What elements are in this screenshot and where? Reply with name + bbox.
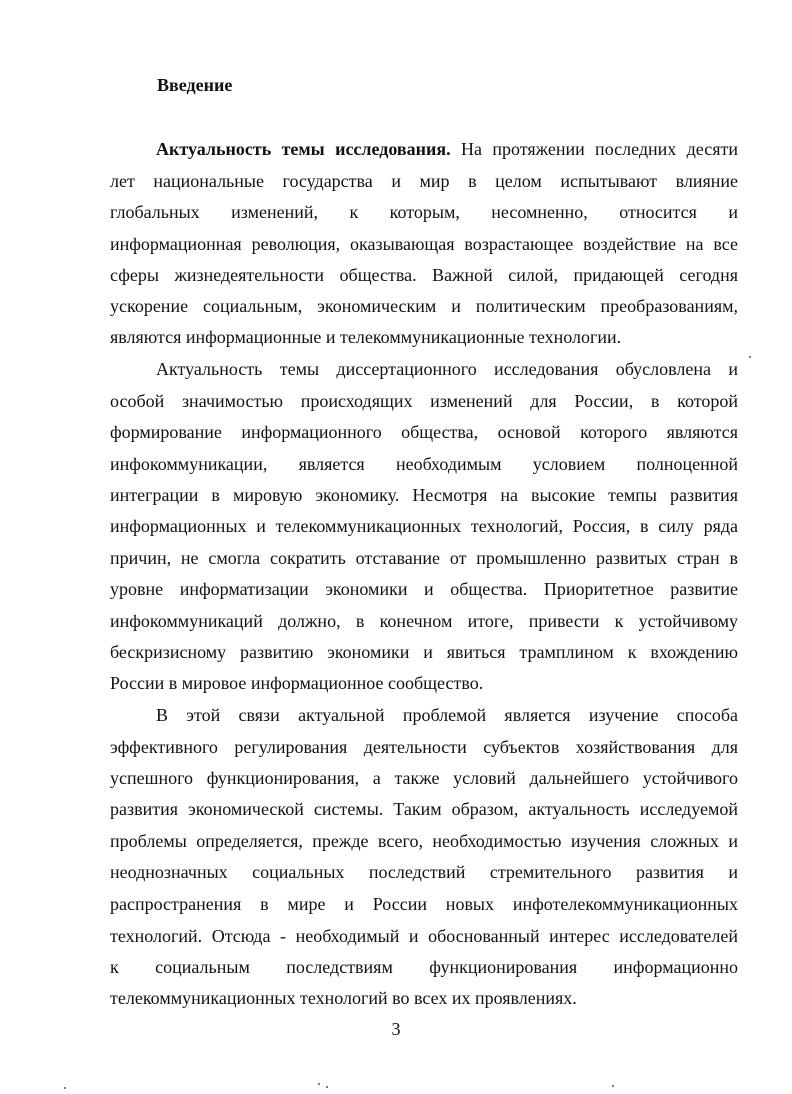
scan-speck [612,1085,614,1087]
paragraph-2-line-6: информационных и телекоммуникационных технологий, Россия, в силу ряда [110,516,738,536]
paragraph-2-line-10: бескризисному развитию экономики и явиться трамплином к вхождению [110,642,738,662]
paragraph-2-line-8: уровне информатизации экономики и общества. Приоритетное развитие [110,579,738,599]
paragraph-2-line-11: России в мировое информационное сообщество. [110,673,484,693]
paragraph-1-line-5: сферы жизнедеятельности общества. Важной силой, придающей сегодня [110,265,738,285]
paragraph-1-line-2: лет национальные государства и мир в целом испытывают влияние [110,171,738,191]
scan-speck [64,1087,66,1089]
paragraph-3-line-4: развития экономической системы. Таким образом, актуальность исследуемой [110,799,738,819]
paragraph-2-line-2: особой значимостью происходящих изменений для России, в которой [110,391,738,411]
page-number: 3 [391,1019,401,1039]
scan-speck [318,1083,320,1085]
paragraph-lead: Актуальность темы исследования. [156,139,451,159]
paragraph-1-line-1: Актуальность темы исследования. На протяжении последних десяти [156,139,738,159]
scan-speck [749,356,751,358]
scan-speck [326,1086,328,1088]
paragraph-3-line-5: проблемы определяется, прежде всего, необходимостью изучения сложных и [110,831,738,851]
paragraph-2-line-3: формирование информационного общества, основой которого являются [110,422,738,442]
page-heading: Введение [157,75,233,95]
paragraph-1-line-3: глобальных изменений, к которым, несомненно, относится и [110,202,738,222]
paragraph-3-line-3: успешного функционирования, а также условий дальнейшего устойчивого [110,768,738,788]
paragraph-3-line-8: технологий. Отсюда - необходимый и обоснованный интерес исследователей [110,926,738,946]
paragraph-3-line-10: телекоммуникационных технологий во всех их проявлениях. [110,988,577,1008]
paragraph-2-line-9: инфокоммуникаций должно, в конечном итоге, привести к устойчивому [110,611,738,631]
paragraph-1-line-4: информационная революция, оказывающая возрастающее воздействие на все [110,234,738,254]
paragraph-3-line-1: В этой связи актуальной проблемой является изучение способа [156,705,738,725]
paragraph-1-line-7: являются информационные и телекоммуникационные технологии. [110,327,622,347]
paragraph-1-line-6: ускорение социальным, экономическим и политическим преобразованиям, [110,296,738,316]
paragraph-2-line-4: инфокоммуникации, является необходимым условием полноценной [110,454,738,474]
paragraph-2-line-5: интеграции в мировую экономику. Несмотря на высокие темпы развития [110,485,738,505]
paragraph-3-line-2: эффективного регулирования деятельности субъектов хозяйствования для [110,737,738,757]
paragraph-2-line-7: причин, не смогла сократить отставание от промышленно развитых стран в [110,548,738,568]
paragraph-3-line-6: неоднозначных социальных последствий стремительного развития и [110,862,738,882]
paragraph-3-line-9: к социальным последствиям функционирования информационно [110,957,738,977]
paragraph-2-line-1: Актуальность темы диссертационного исследования обусловлена и [156,359,738,379]
paragraph-3-line-7: распространения в мире и России новых инфотелекоммуникационных [110,894,738,914]
